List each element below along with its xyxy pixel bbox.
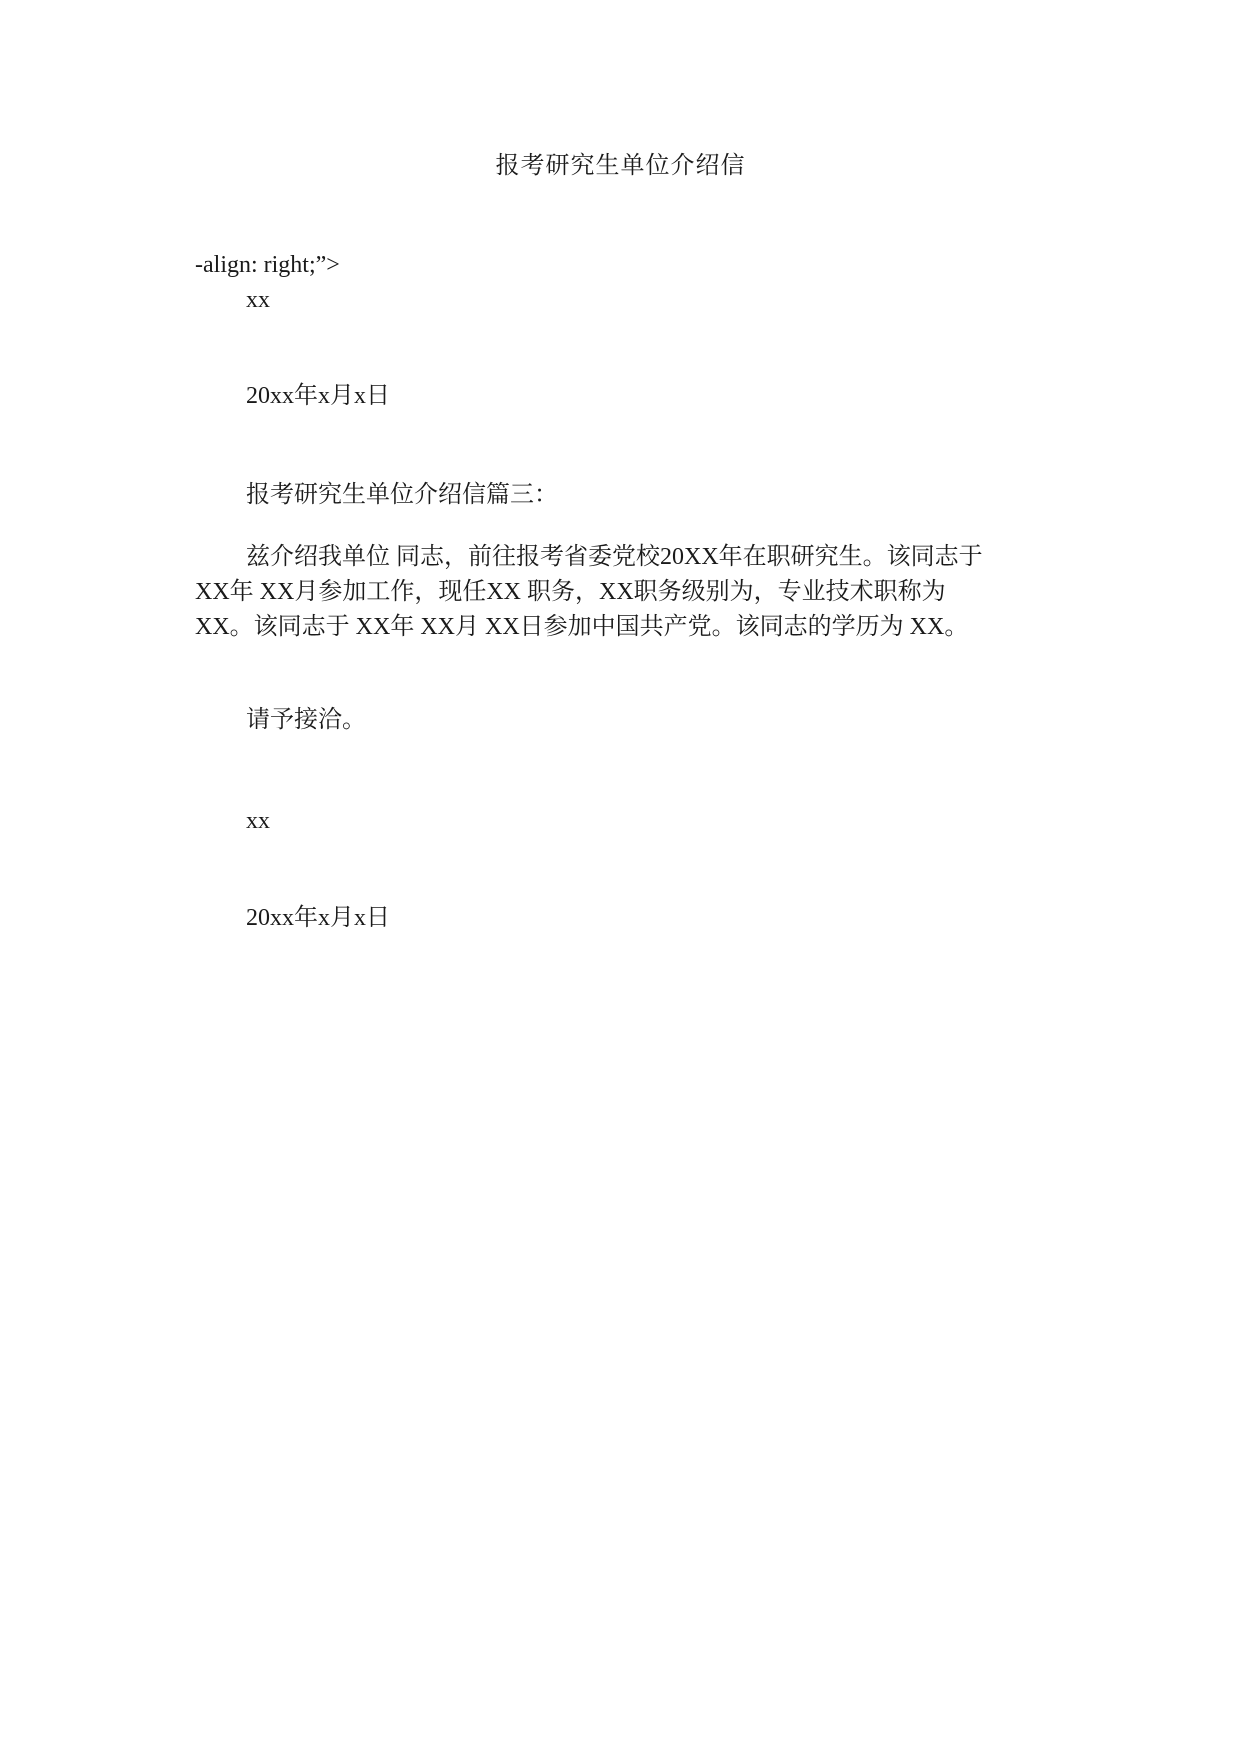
closing-text: 请予接洽。 <box>246 707 366 733</box>
body-line-2: XX年 XX月参加工作，现任XX 职务，XX职务级别为，专业技术职称为 <box>195 579 946 605</box>
signature-second: xx <box>246 808 270 834</box>
stray-markup-text: -align: right;”> <box>195 252 340 278</box>
date-second: 20xx年x月x日 <box>246 905 390 931</box>
body-line-3: XX。该同志于 XX年 XX月 XX日参加中国共产党。该同志的学历为 XX。 <box>195 614 969 640</box>
signature-first: xx <box>246 287 270 313</box>
document-title: 报考研究生单位介绍信 <box>495 153 746 179</box>
section-heading: 报考研究生单位介绍信篇三： <box>246 482 558 508</box>
body-line-1: 兹介绍我单位 同志，前往报考省委党校20XX年在职研究生。该同志于 <box>246 544 983 570</box>
body-paragraph <box>195 540 1025 645</box>
date-first: 20xx年x月x日 <box>246 383 390 409</box>
